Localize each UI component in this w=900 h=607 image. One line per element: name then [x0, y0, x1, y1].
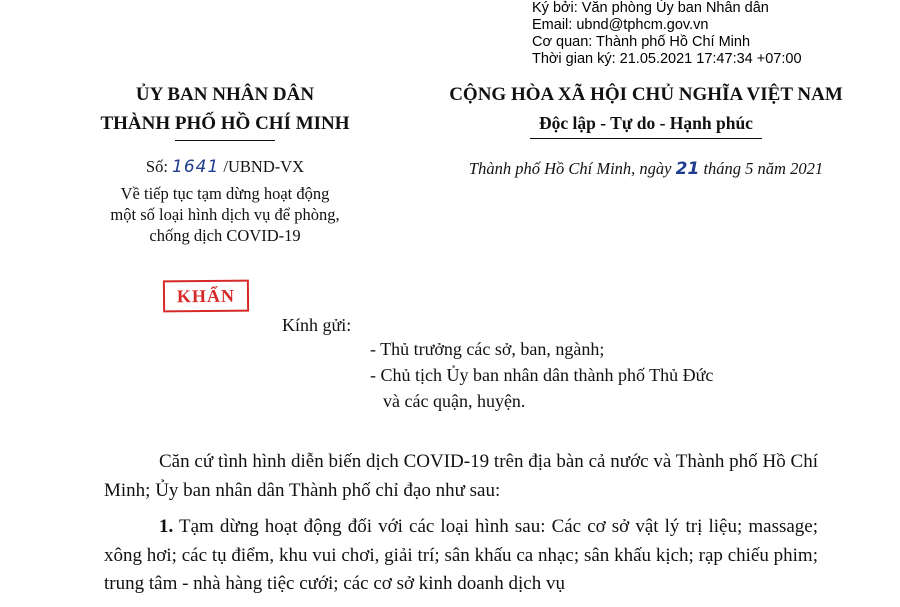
agency-line-2: THÀNH PHỐ HỒ CHÍ MINH — [100, 113, 350, 134]
signature-time: Thời gian ký: 21.05.2021 17:47:34 +07:00 — [532, 51, 802, 67]
signature-agency: Cơ quan: Thành phố Hồ Chí Minh — [532, 34, 751, 50]
place-and-date — [420, 158, 872, 180]
recipient-item: - Chủ tịch Ủy ban nhân dân thành phố Thủ Đức — [370, 365, 714, 385]
doc-number-prefix: Số: — [145, 157, 173, 176]
agency-line-1: ỦY BAN NHÂN DÂN — [135, 84, 315, 105]
item-number: 1. — [159, 516, 174, 537]
subject-line-3: chống dịch COVID-19 — [149, 226, 301, 245]
subject-line-2: một số loại hình dịch vụ để phòng, — [110, 205, 340, 224]
issuing-agency-header — [60, 80, 390, 141]
document-subject — [60, 183, 390, 246]
digital-signature-block — [532, 0, 892, 68]
place-date-before: Thành phố Hồ Chí Minh, ngày — [468, 159, 676, 178]
doc-number-suffix: /UBND-VX — [219, 157, 305, 176]
doc-number-handwritten: 1641 — [172, 157, 220, 177]
urgent-stamp — [163, 280, 249, 313]
place-date-after: tháng 5 năm 2021 — [699, 159, 824, 178]
item-text: Tạm dừng hoạt động đối với các loại hình sau: Các cơ sở vật lý trị liệu; massage; xông hơi; các tụ điểm, khu vui chơi, giải trí; sân khấu ca nhạc; sân khấu kịch; rạp chiếu phim; trung tâm - nhà hàng tiệc cưới; các cơ sở kinh doanh dịch vụ — [104, 516, 818, 594]
recipients-list — [370, 336, 820, 414]
national-motto: Độc lập - Tự do - Hạnh phúc — [539, 113, 753, 133]
national-header — [420, 80, 872, 139]
agency-divider — [175, 140, 275, 141]
nation-title: CỘNG HÒA XÃ HỘI CHỦ NGHĨA VIỆT NAM — [449, 84, 843, 105]
signature-signed-by: Ký bởi: Văn phòng Ủy ban Nhân dân — [532, 0, 769, 16]
place-date-day-handwritten: 21 — [675, 159, 700, 179]
document-body — [104, 448, 818, 607]
document-number — [60, 156, 390, 178]
body-paragraph-item-1 — [104, 513, 818, 599]
body-paragraph: Căn cứ tình hình diễn biến dịch COVID-19 trên địa bàn cả nước và Thành phố Hồ Chí Minh; Ủy ban nhân dân Thành phố chỉ đạo như sau: — [104, 451, 818, 501]
recipient-item: - Thủ trưởng các sở, ban, ngành; — [370, 339, 605, 359]
recipients-label: Kính gửi: — [282, 315, 352, 335]
motto-divider — [530, 138, 762, 139]
subject-line-1: Về tiếp tục tạm dừng hoạt động — [120, 184, 330, 203]
recipient-item-continuation: và các quận, huyện. — [383, 391, 526, 411]
urgent-stamp-text: KHẨN — [176, 285, 236, 306]
signature-email: Email: ubnd@tphcm.gov.vn — [532, 17, 709, 33]
